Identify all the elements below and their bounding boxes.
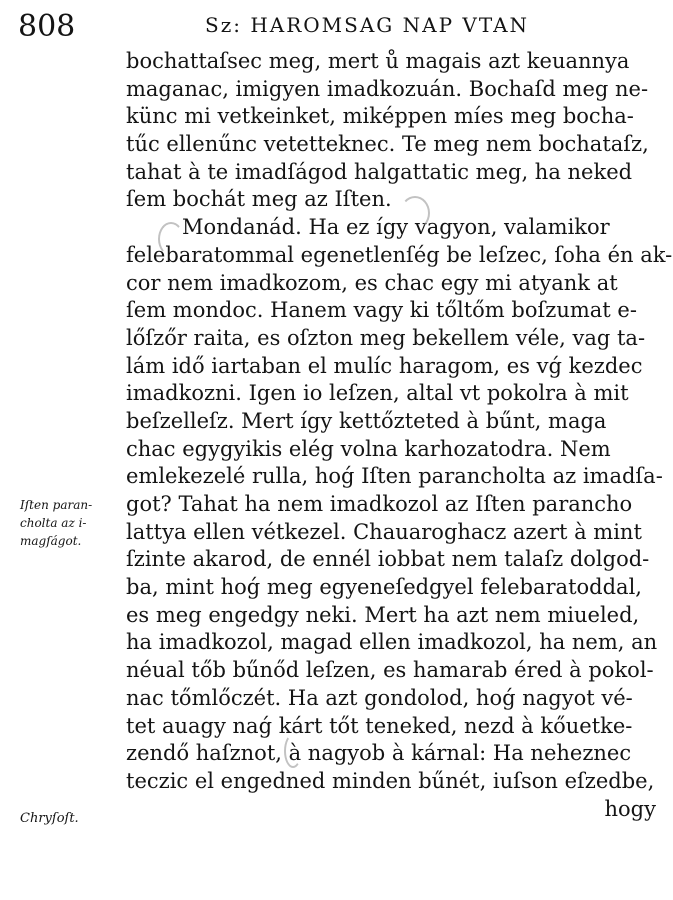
margin-note (20, 496, 120, 550)
text-line: chac egygyikis elég volna karhozatodra. Nem (126, 436, 611, 461)
text-line: nac tőmlőczét. Ha azt gondolod, hoǵ nagyot vé- (126, 685, 633, 710)
text-line: beſzelleſz. Mert így kettőzteted à bűnt, maga (126, 408, 607, 433)
margin-note-line: Iſten paran- (20, 498, 93, 512)
text-line: ha imadkozol, magad ellen imadkozol, ha nem, an (126, 630, 658, 655)
text-line: ſem bochát meg az Iſten. (126, 187, 392, 212)
text-line: maganac, imigyen imadkozuán. Bochaſd meg ne- (126, 76, 649, 101)
text-line: es meg engedgy neki. Mert ha azt nem miueled, (126, 602, 640, 627)
text-line: emlekezelé rulla, hoǵ Iſten parancholta az imadſa- (126, 464, 663, 489)
text-line: tahat à te imadſágod halgattatic meg, ha neked (126, 159, 633, 184)
text-line: felebaratommal egenetlenſég be leſzec, ſoha én ak- (126, 242, 673, 267)
text-line: imadkozni. Igen io leſzen, altal vt pokolra à mit (126, 381, 629, 406)
text-line: zendő haſznot, à nagyob à kárnal: Ha neheznec (126, 741, 632, 766)
text-line: ſem mondoc. Hanem vagy ki tőltőm boſzumat e- (126, 298, 637, 323)
ink-stain (158, 222, 184, 256)
text-line: ba, mint hoǵ meg egyeneſedgyel felebaratoddal, (126, 575, 642, 600)
ink-stain (400, 196, 430, 230)
text-line: lám idő iartaban el mulíc haragom, es vǵ kezdec (126, 353, 643, 378)
catchword: hogy (604, 796, 656, 821)
text-line: künc mi vetkeinket, miképpen míes meg bocha- (126, 104, 634, 129)
body-text (126, 48, 673, 823)
text-line: lőſzőr raita, es oſzton meg bekellem véle, vag ta- (126, 325, 646, 350)
text-line: teczic el engedned minden bűnét, iuſson eſzedbe, (126, 768, 655, 793)
page-number: 808 (18, 9, 76, 44)
ink-stain (284, 734, 302, 768)
margin-note-line: magſágot. (20, 534, 82, 548)
margin-note-chrysostom: Chryſoſt. (20, 811, 79, 826)
text-line: bochattaſsec meg, mert ů magais azt keuannya (126, 49, 630, 73)
running-head: Sz: HAROMSAG NAP VTAN (205, 13, 530, 37)
text-line: tűc ellenűnc vetetteknec. Te meg nem bochataſz, (126, 132, 649, 157)
margin-note-line: cholta az i- (20, 516, 87, 530)
text-line: cor nem imadkozom, es chac egy mi atyank at (126, 270, 618, 295)
text-line: ſzinte akarod, de ennél iobbat nem talaſz dolgod- (126, 547, 650, 572)
text-line: Mondanád. Ha ez így vagyon, valamikor (182, 215, 610, 240)
text-line: tet auagy naǵ kárt tőt teneked, nezd à kőuetke- (126, 713, 633, 738)
text-line: néual tőb bűnőd leſzen, es hamarab éred à pokol- (126, 658, 654, 683)
text-line: lattya ellen vétkezel. Chauaroghacz azert à mint (126, 519, 642, 544)
text-line: got? Tahat ha nem imadkozol az Iſten parancho (126, 492, 633, 516)
